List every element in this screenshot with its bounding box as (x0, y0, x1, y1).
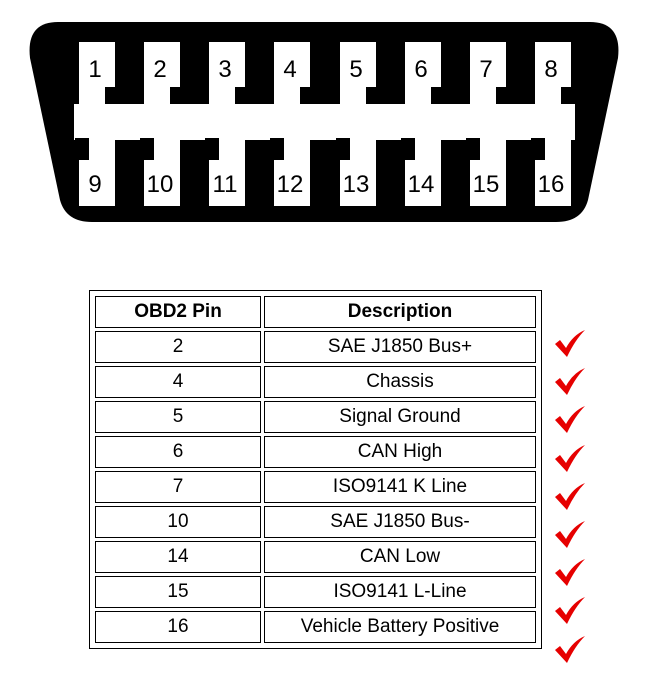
pin-number-label: 3 (218, 56, 232, 83)
description-cell: CAN Low (264, 541, 536, 573)
pin-contact-bottom (140, 138, 154, 160)
header-obd2-pin: OBD2 Pin (95, 296, 261, 328)
pin-contact-bottom (270, 138, 284, 160)
check-mark-icon (553, 596, 587, 626)
pin-cell: 15 (95, 576, 261, 608)
pin-number-label: 2 (153, 56, 167, 83)
check-mark-icon (553, 405, 587, 435)
pin-number-label: 6 (414, 56, 428, 83)
pin-number-label: 12 (276, 171, 304, 198)
pin-number-label: 11 (212, 171, 238, 198)
check-mark-icon (553, 329, 587, 359)
description-cell: SAE J1850 Bus- (264, 506, 536, 538)
table-row (95, 401, 536, 433)
check-mark-icon (553, 558, 587, 588)
pin-contact-top (431, 87, 445, 104)
description-cell: SAE J1850 Bus+ (264, 331, 536, 363)
table-row (95, 436, 536, 468)
pin-contact-top (300, 87, 314, 104)
table-row (95, 541, 536, 573)
pin-contact-top (235, 87, 249, 104)
description-cell: ISO9141 K Line (264, 471, 536, 503)
pin-number-label: 15 (472, 171, 500, 198)
check-mark-icon (553, 482, 587, 512)
table-row (95, 366, 536, 398)
pin-number-label: 14 (407, 171, 435, 198)
pin-cell: 5 (95, 401, 261, 433)
pin-number-label: 1 (88, 56, 102, 83)
pin-number-label: 13 (342, 171, 370, 198)
header-description: Description (264, 296, 536, 328)
table-row (95, 611, 536, 643)
description-cell: ISO9141 L-Line (264, 576, 536, 608)
pin-number-label: 8 (544, 56, 558, 83)
description-cell: Chassis (264, 366, 536, 398)
pin-contact-bottom (205, 138, 219, 160)
description-cell: Signal Ground (264, 401, 536, 433)
pin-number-label: 4 (283, 56, 297, 83)
pin-contact-top (496, 87, 510, 104)
pin-contact-top (105, 87, 119, 104)
pin-cell: 7 (95, 471, 261, 503)
pin-cell: 16 (95, 611, 261, 643)
pin-cell: 2 (95, 331, 261, 363)
pin-cell: 14 (95, 541, 261, 573)
table-header-row (95, 296, 536, 328)
pin-cell: 6 (95, 436, 261, 468)
check-mark-icon (553, 367, 587, 397)
check-mark-icon (553, 444, 587, 474)
pin-contact-bottom (531, 138, 545, 160)
pin-contact-bottom (401, 138, 415, 160)
pin-cell: 4 (95, 366, 261, 398)
pin-number-label: 16 (537, 171, 565, 198)
description-cell: CAN High (264, 436, 536, 468)
table-row (95, 576, 536, 608)
pin-number-label: 5 (349, 56, 363, 83)
table-row (95, 331, 536, 363)
pin-table (89, 290, 542, 649)
table-row (95, 506, 536, 538)
pin-contact-bottom (336, 138, 350, 160)
pin-contact-top (366, 87, 380, 104)
obd2-connector-diagram (0, 0, 649, 240)
check-mark-icon (553, 520, 587, 550)
description-cell: Vehicle Battery Positive (264, 611, 536, 643)
pin-contact-bottom (466, 138, 480, 160)
check-mark-icon (553, 635, 587, 665)
table-row (95, 471, 536, 503)
pin-contact-top (170, 87, 184, 104)
pin-number-label: 7 (479, 56, 493, 83)
pin-contact-bottom (75, 138, 89, 160)
pin-contact-top (561, 87, 575, 104)
pin-number-label: 10 (146, 171, 174, 198)
pin-cell: 10 (95, 506, 261, 538)
pin-number-label: 9 (88, 171, 102, 198)
